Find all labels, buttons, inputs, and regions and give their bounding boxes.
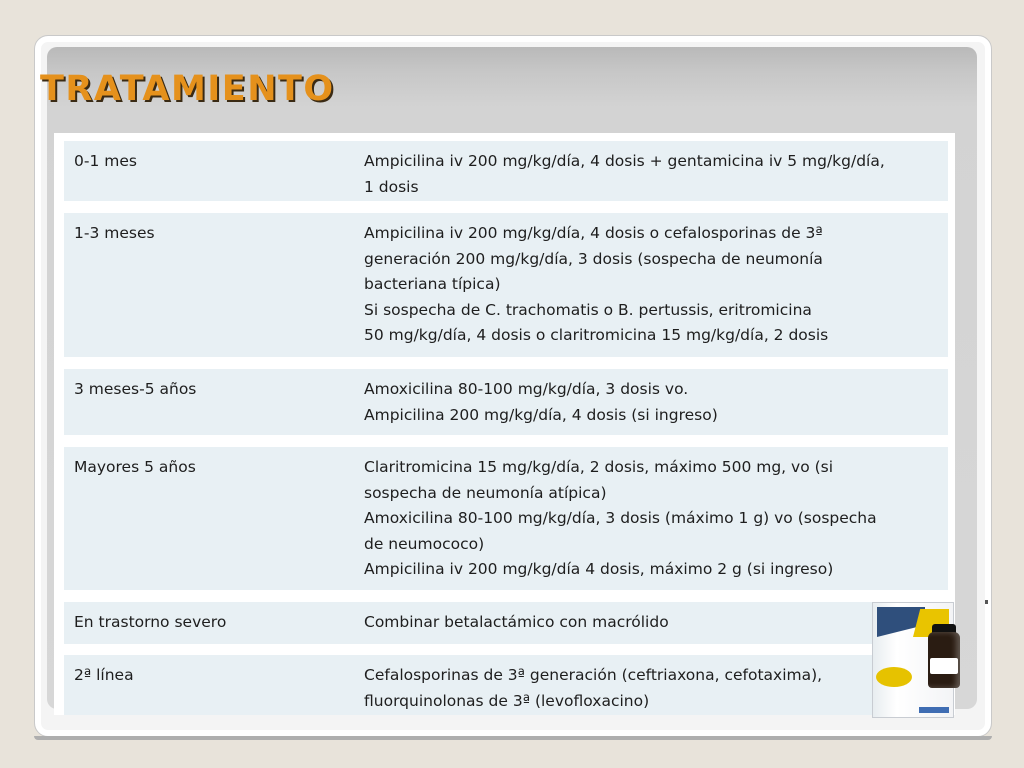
treatment-line: bacteriana típica) xyxy=(364,275,501,293)
treatment-line: 50 mg/kg/día, 4 dosis o claritromicina 15 mg/kg/día, 2 dosis xyxy=(364,326,829,344)
treatment-line: Amoxicilina 80-100 mg/kg/día, 3 dosis (máximo 1 g) vo (sospecha xyxy=(364,509,877,527)
treatment-line: Ampicilina iv 200 mg/kg/día 4 dosis, máximo 2 g (si ingreso) xyxy=(364,560,834,578)
treatment-line: Ampicilina iv 200 mg/kg/día, 4 dosis + gentamicina iv 5 mg/kg/día, xyxy=(364,152,885,170)
age-cell: 1-3 meses xyxy=(74,224,155,242)
age-cell: En trastorno severo xyxy=(74,613,227,631)
treatment-line: 1 dosis xyxy=(364,177,419,196)
treatment-cell xyxy=(364,377,944,428)
age-cell: 0-1 mes xyxy=(74,152,137,170)
age-cell: 3 meses-5 años xyxy=(74,380,197,398)
treatment-line: Si sospecha de C. trachomatis o B. pertussis, eritromicina xyxy=(364,300,812,319)
treatment-table xyxy=(54,133,955,715)
medicine-box-and-bottle-icon xyxy=(872,602,960,720)
treatment-cell xyxy=(364,663,944,714)
table-row xyxy=(64,213,948,357)
treatment-line: Cefalosporinas de 3ª generación (ceftriaxona, cefotaxima), xyxy=(364,666,823,684)
age-cell: 2ª línea xyxy=(74,666,134,684)
treatment-line: Combinar betalactámico con macrólido xyxy=(364,613,669,631)
table-row xyxy=(64,141,948,201)
treatment-cell xyxy=(364,610,944,636)
treatment-line: Claritromicina 15 mg/kg/día, 2 dosis, máximo 500 mg, vo (si xyxy=(364,458,834,476)
edge-marker xyxy=(985,600,988,604)
treatment-line: generación 200 mg/kg/día, 3 dosis (sospecha de neumonía xyxy=(364,249,823,268)
age-cell: Mayores 5 años xyxy=(74,458,196,476)
treatment-line: Amoxicilina 80-100 mg/kg/día, 3 dosis vo. xyxy=(364,380,689,398)
slide-title: TRATAMIENTO xyxy=(40,69,335,109)
treatment-line: de neumococo) xyxy=(364,534,485,553)
treatment-line: sospecha de neumonía atípica) xyxy=(364,483,607,502)
table-row xyxy=(64,602,948,644)
treatment-line: fluorquinolonas de 3ª (levofloxacino) xyxy=(364,691,650,710)
table-row xyxy=(64,369,948,435)
table-row xyxy=(64,655,948,715)
treatment-line: Ampicilina iv 200 mg/kg/día, 4 dosis o cefalosporinas de 3ª xyxy=(364,224,823,242)
treatment-cell xyxy=(364,149,944,200)
treatment-line: Ampicilina 200 mg/kg/día, 4 dosis (si ingreso) xyxy=(364,405,718,424)
treatment-cell xyxy=(364,455,944,583)
treatment-cell xyxy=(364,221,944,349)
table-row xyxy=(64,447,948,590)
